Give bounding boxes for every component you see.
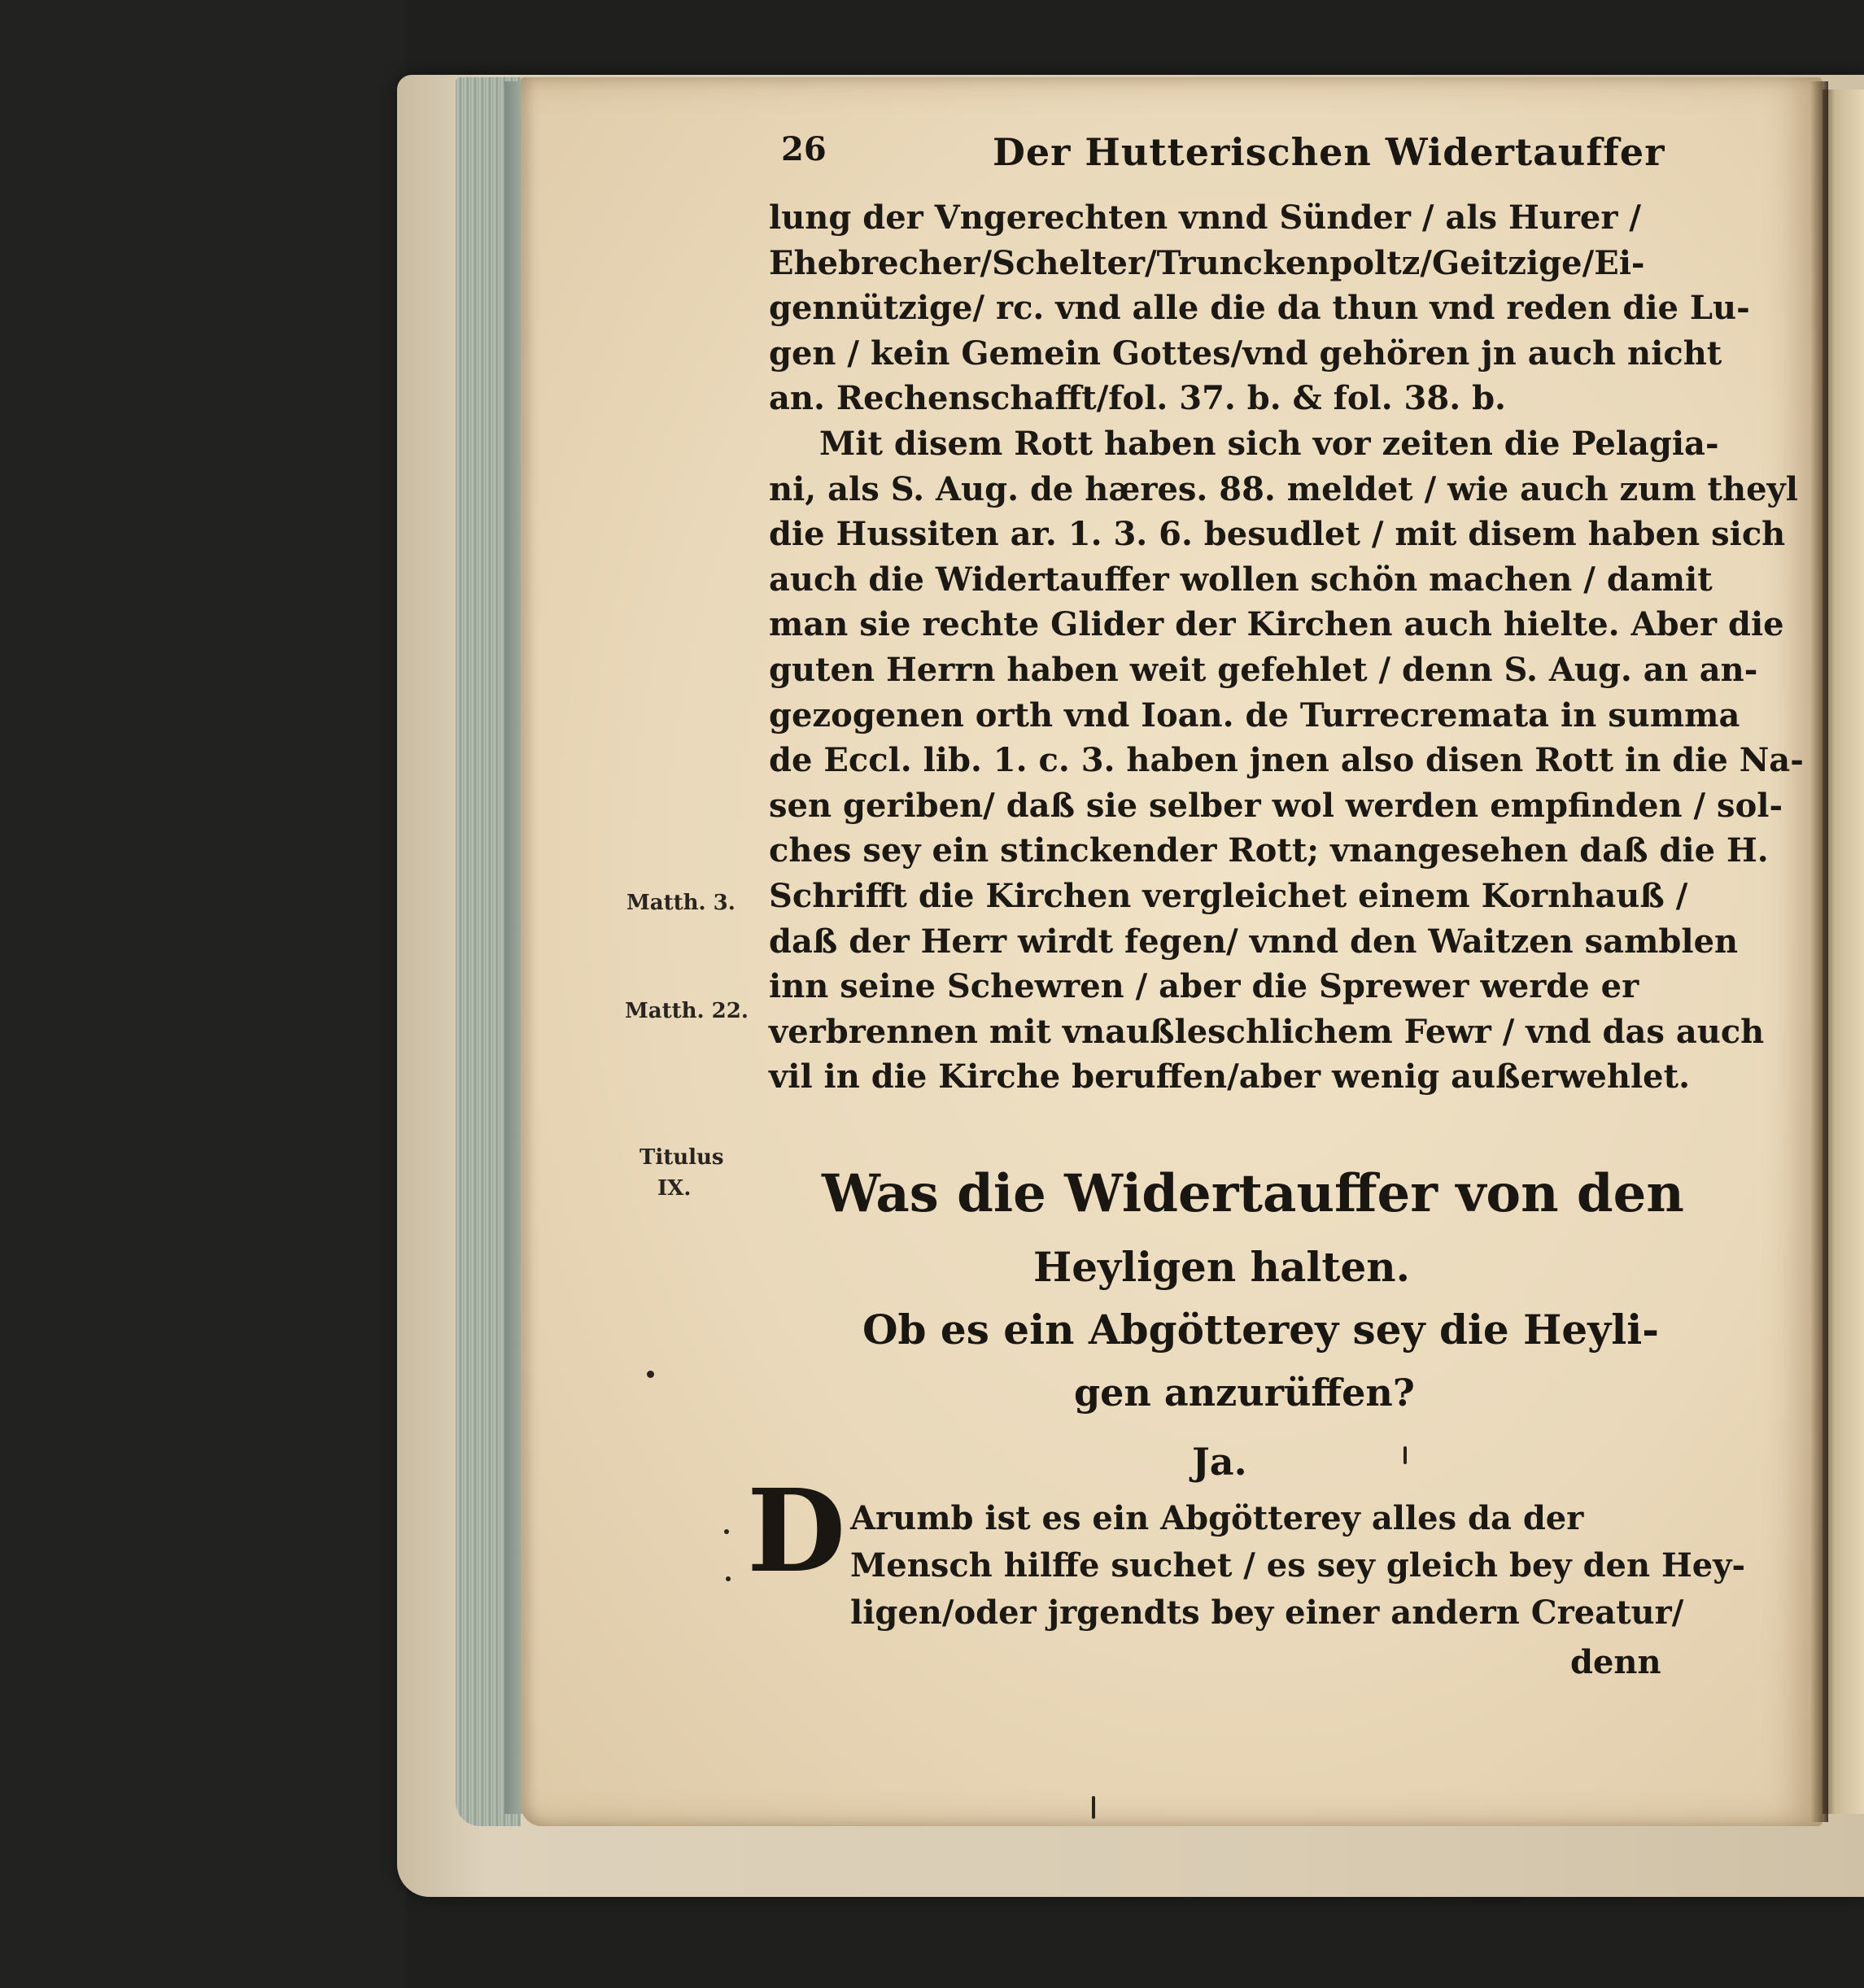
text-line: man sie rechte Glider der Kirchen auch hielte. Aber die xyxy=(769,605,1784,644)
ink-speck xyxy=(724,1529,729,1534)
text-line: inn seine Schewren / aber die Sprewer werde er xyxy=(769,967,1639,1006)
section-question-line2: gen anzurüffen? xyxy=(1074,1371,1415,1415)
dark-background xyxy=(0,0,407,1988)
text-line: Ehebrecher/Schelter/Trunckenpoltz/Geitzige/Ei- xyxy=(769,243,1645,282)
text-line: Arumb ist es ein Abgötterey alles da der xyxy=(850,1499,1584,1537)
text-line: vil in die Kirche beruffen/aber wenig außerwehlet. xyxy=(769,1057,1691,1096)
margin-note-titulus-number: IX. xyxy=(657,1176,692,1201)
facing-page-sliver xyxy=(1823,89,1864,1814)
ink-speck xyxy=(1403,1446,1407,1464)
text-line: gezogenen orth vnd Ioan. de Turrecremata in summa xyxy=(769,695,1740,735)
margin-note-matth22: Matth. 22. xyxy=(625,999,749,1023)
section-answer: Ja. xyxy=(1192,1440,1247,1484)
margin-note-matth3: Matth. 3. xyxy=(626,891,736,915)
text-line: Schrifft die Kirchen vergleichet einem Kornhauß / xyxy=(769,876,1688,915)
text-line: gen / kein Gemein Gottes/vnd gehören jn auch nicht xyxy=(769,334,1722,373)
text-line: ches sey ein stinckender Rott; vnangesehen daß die H. xyxy=(769,831,1769,870)
section-text-block xyxy=(850,1495,1746,1637)
text-line: Mit disem Rott haben sich vor zeiten die Pelagia- xyxy=(819,424,1719,463)
text-line: an. Rechenschafft/fol. 37. b. & fol. 38. b. xyxy=(769,379,1506,418)
section-question: Ob es ein Abgötterey sey die Heyli- xyxy=(862,1306,1659,1354)
gutter-shadow xyxy=(1810,81,1828,1822)
text-line: sen geriben/ daß sie selber wol werden empfinden / sol- xyxy=(769,786,1783,825)
text-line: ligen/oder jrgendts bey einer andern Creatur/ xyxy=(850,1593,1684,1632)
catchword: denn xyxy=(1570,1643,1661,1681)
text-line: gennützige/ rc. vnd alle die da thun vnd reden die Lu- xyxy=(769,289,1750,328)
ink-speck xyxy=(1092,1796,1095,1819)
section-title: Was die Widertauffer von den xyxy=(822,1163,1684,1224)
page-number: 26 xyxy=(781,130,827,168)
text-line: daß der Herr wirdt fegen/ vnnd den Waitzen samblen xyxy=(769,922,1739,961)
drop-capital: D xyxy=(747,1465,846,1598)
text-line: de Eccl. lib. 1. c. 3. haben jnen also disen Rott in die Na- xyxy=(769,741,1804,780)
text-line: lung der Vngerechten vnnd Sünder / als Hurer / xyxy=(769,198,1641,237)
main-text-block xyxy=(769,195,1804,1100)
ink-speck xyxy=(726,1576,731,1581)
running-head: Der Hutterischen Widertauffer xyxy=(993,130,1665,174)
text-line: ni, als S. Aug. de hæres. 88. meldet / wie auch zum theyl xyxy=(769,469,1798,508)
section-title-line2: Heyligen halten. xyxy=(1033,1243,1411,1291)
text-line: guten Herrn haben weit gefehlet / denn S. Aug. an an- xyxy=(769,650,1758,689)
ink-speck xyxy=(647,1371,654,1378)
text-line: die Hussiten ar. 1. 3. 6. besudlet / mit disem haben sich xyxy=(769,515,1786,554)
text-line: auch die Widertauffer wollen schön machen / damit xyxy=(769,560,1713,599)
text-line: verbrennen mit vnaußleschlichem Fewr / vnd das auch xyxy=(769,1012,1765,1051)
text-line: Mensch hilffe suchet / es sey gleich bey den Hey- xyxy=(850,1546,1746,1585)
margin-note-titulus: Titulus xyxy=(640,1145,724,1170)
